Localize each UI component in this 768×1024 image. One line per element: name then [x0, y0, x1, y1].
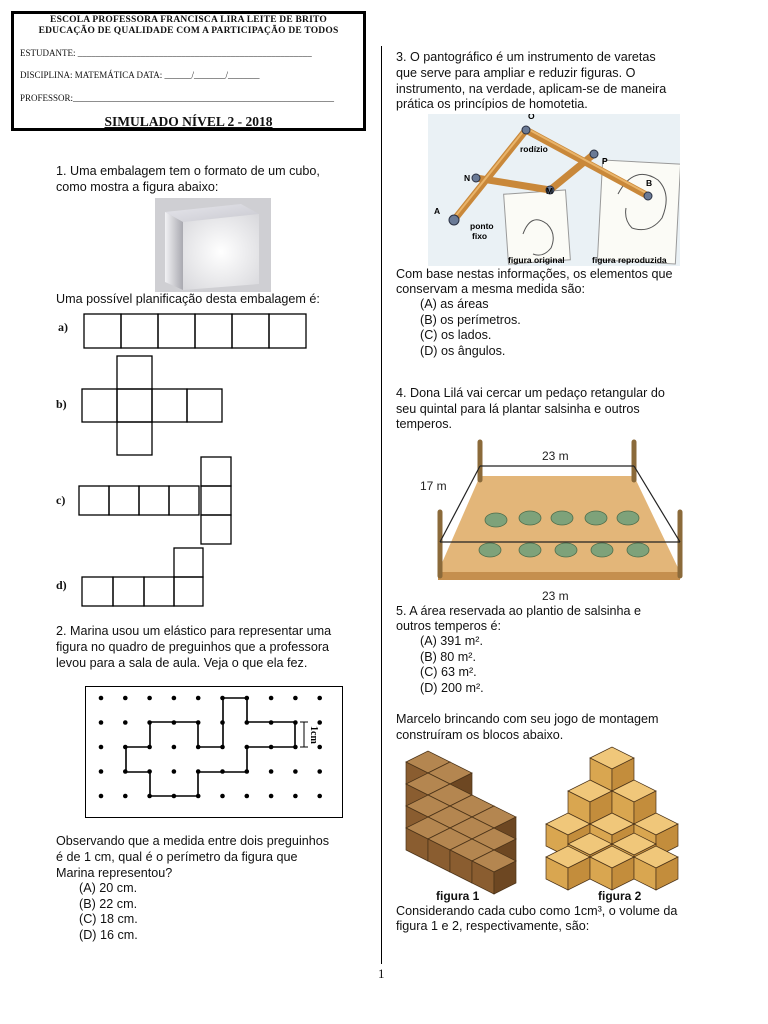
q6-after-line1: Considerando cada cubo como 1cm³, o volume da: [396, 904, 678, 918]
nail-dot: [317, 720, 322, 725]
net-a: [84, 314, 306, 348]
svg-text:O: O: [528, 114, 535, 121]
q3-after-line1: Com base nestas informações, os elementos que: [396, 267, 673, 281]
net-d: [82, 548, 203, 606]
nail-dot: [269, 696, 274, 701]
school-motto: EDUCAÇÃO DE QUALIDADE COM A PARTICIPAÇÃO DE TODOS: [38, 26, 339, 36]
q1-stem-line2: como mostra a figura abaixo:: [56, 180, 219, 194]
nail-dot: [172, 696, 177, 701]
nail-dot: [293, 696, 298, 701]
q1-stem-line1: 1. Uma embalagem tem o formato de um cubo,: [56, 164, 320, 178]
nail-dot: [196, 696, 201, 701]
cube-nets-drawing: [78, 308, 318, 608]
nail-dot: [99, 794, 104, 799]
svg-text:figura reproduzida: figura reproduzida: [592, 255, 667, 265]
unit-label: 1cm: [308, 726, 319, 744]
q2-option-c[interactable]: (C) 18 cm.: [79, 912, 138, 926]
nail-dot: [269, 794, 274, 799]
q3-after-line2: conservam a mesma medida são:: [396, 282, 585, 296]
q5-option-a[interactable]: (A) 391 m².: [420, 634, 483, 648]
nail-dot: [293, 769, 298, 774]
q2-stem-line1: 2. Marina usou um elástico para representar uma: [56, 624, 332, 638]
dimension-top: 23 m: [542, 449, 569, 463]
nail-dot: [245, 794, 250, 799]
column-divider: [381, 46, 382, 964]
nail-dot: [317, 794, 322, 799]
q5-stem-line1: 5. A área reservada ao plantio de salsinha e: [396, 604, 642, 618]
q2-after-line1: Observando que a medida entre dois preguinhos: [56, 834, 330, 848]
net-b: [82, 356, 222, 455]
q1-option-a[interactable]: a): [58, 320, 68, 334]
q4-stem-line2: seu quintal para lá plantar salsinha e outros: [396, 402, 640, 416]
block-figure-2: [546, 747, 678, 890]
nail-dot: [172, 745, 177, 750]
figure-2-label: figura 2: [598, 889, 642, 903]
q6-stem-line2: construíram os blocos abaixo.: [396, 728, 564, 742]
nail-dot: [147, 696, 152, 701]
pantograph-figure: [428, 114, 680, 266]
svg-text:ponto: ponto: [470, 221, 494, 231]
header-box: [11, 11, 366, 131]
q1-prompt: Uma possível planificação desta embalagem é:: [56, 292, 320, 306]
nail-dot: [99, 769, 104, 774]
nail-dot: [99, 696, 104, 701]
q4-stem-line1: 4. Dona Lilá vai cercar um pedaço retangular do: [396, 386, 665, 400]
q5-stem-line2: outros temperos é:: [396, 619, 501, 633]
q3-stem-line3: instrumento, na verdade, aplicam-se de maneira: [396, 82, 667, 96]
q2-option-a[interactable]: (A) 20 cm.: [79, 881, 138, 895]
q2-stem-line2: figura no quadro de preguinhos que a professora: [56, 640, 330, 654]
net-c: [79, 457, 231, 544]
q1-option-c[interactable]: c): [56, 493, 66, 507]
q2-after-line2: é de 1 cm, qual é o perímetro da figura que: [56, 850, 298, 864]
q3-stem-line2: que serve para ampliar e reduzir figuras. O: [396, 66, 636, 80]
q2-option-d[interactable]: (D) 16 cm.: [79, 928, 138, 942]
block-figures: [398, 744, 710, 904]
page-number: 1: [378, 966, 385, 981]
student-field[interactable]: ESTUDANTE: ____________________________________________________: [20, 48, 312, 58]
dimension-bottom: 23 m: [542, 589, 569, 603]
svg-text:A: A: [434, 206, 441, 216]
nail-dot: [317, 745, 322, 750]
q1-option-b[interactable]: b): [56, 397, 67, 411]
nail-dot: [293, 794, 298, 799]
q6-after-line2: figura 1 e 2, respectivamente, são:: [396, 919, 590, 933]
q2-after-line3: Marina representou?: [56, 866, 173, 880]
q3-option-a[interactable]: (A) as áreas: [420, 297, 489, 311]
svg-text:M: M: [546, 186, 554, 196]
nail-dot: [172, 769, 177, 774]
q2-stem-line3: levou para a sala de aula. Veja o que ela fez.: [56, 656, 308, 670]
nail-dot: [123, 696, 128, 701]
figure-1-label: figura 1: [436, 889, 480, 903]
q5-option-d[interactable]: (D) 200 m².: [420, 681, 484, 695]
q3-stem-line4: prática os princípios de homotetia.: [396, 97, 588, 111]
nail-dot: [99, 745, 104, 750]
cube-photo: [155, 198, 271, 292]
nail-dot: [123, 720, 128, 725]
q3-stem-line1: 3. O pantográfico é um instrumento de varetas: [396, 50, 656, 64]
svg-text:N: N: [464, 173, 471, 183]
q3-option-c[interactable]: (C) os lados.: [420, 328, 492, 342]
nail-dot: [220, 794, 225, 799]
svg-text:figura original: figura original: [508, 255, 565, 265]
dimension-side: 17 m: [420, 479, 447, 493]
garden-fence-figure: [418, 432, 700, 604]
q3-option-d[interactable]: (D) os ângulos.: [420, 344, 506, 358]
svg-text:rodízio: rodízio: [520, 144, 548, 154]
subject-date-field[interactable]: DISCIPLINA: MATEMÁTICA DATA: ______/_______/_______: [20, 70, 260, 80]
q3-option-b[interactable]: (B) os perímetros.: [420, 313, 521, 327]
nail-dot: [317, 769, 322, 774]
q5-option-b[interactable]: (B) 80 m².: [420, 650, 476, 664]
nail-dot: [269, 769, 274, 774]
nailboard-figure: [85, 686, 343, 818]
q1-option-d[interactable]: d): [56, 578, 67, 592]
school-name: ESCOLA PROFESSORA FRANCISCA LIRA LEITE DE BRITO: [50, 15, 327, 25]
svg-text:B: B: [646, 178, 653, 188]
q5-option-c[interactable]: (C) 63 m².: [420, 665, 477, 679]
nail-dot: [317, 696, 322, 701]
q6-stem-line1: Marcelo brincando com seu jogo de montagem: [396, 712, 659, 726]
nail-dot: [99, 720, 104, 725]
nail-dot: [123, 794, 128, 799]
teacher-field[interactable]: PROFESSOR:__________________________________________________________: [20, 93, 335, 103]
q4-stem-line3: temperos.: [396, 417, 452, 431]
svg-text:P: P: [602, 156, 608, 166]
q2-option-b[interactable]: (B) 22 cm.: [79, 897, 138, 911]
block-figure-1: [406, 751, 516, 894]
exam-title: SIMULADO NÍVEL 2 - 2018: [104, 114, 273, 129]
svg-text:fixo: fixo: [472, 231, 488, 241]
